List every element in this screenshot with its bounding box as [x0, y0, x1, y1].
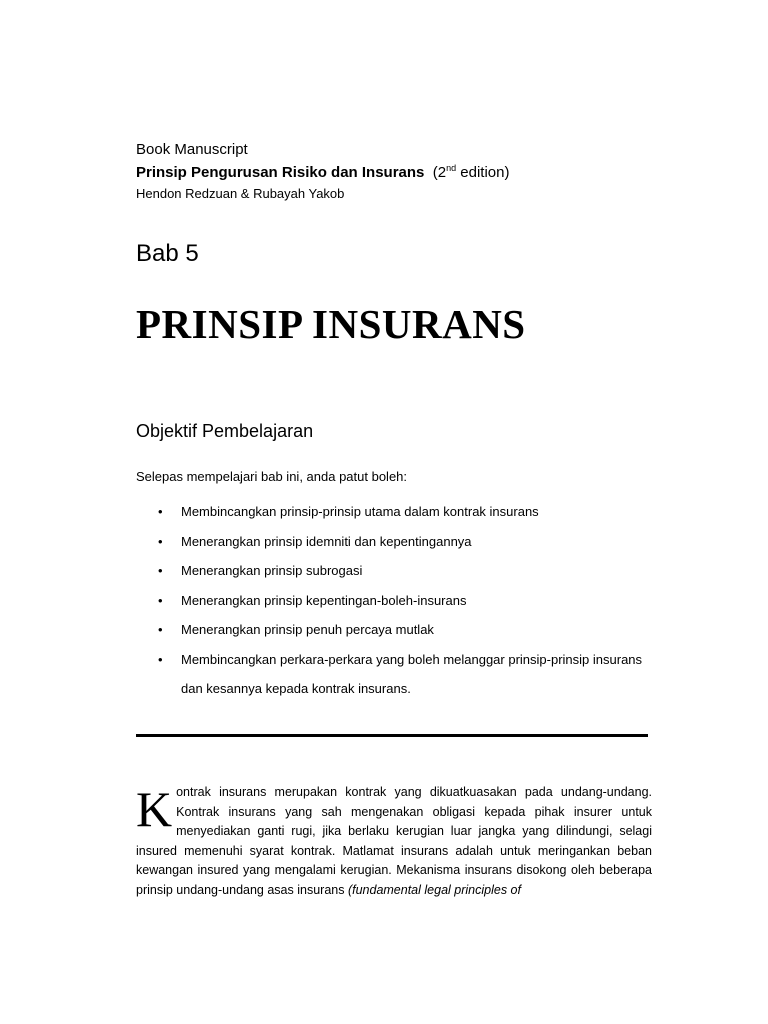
- list-item-text: Menerangkan prinsip kepentingan-boleh-insurans: [181, 592, 467, 608]
- list-item: [136, 527, 652, 557]
- objectives-heading: Objektif Pembelajaran: [136, 421, 314, 441]
- edition-close: edition): [456, 164, 510, 181]
- list-item-text: Menerangkan prinsip subrogasi: [181, 563, 363, 578]
- edition-open: (2: [432, 164, 447, 181]
- list-item: [136, 586, 652, 616]
- manuscript-label: Book Manuscript: [136, 141, 248, 158]
- bullet: •: [158, 651, 163, 667]
- bullet: •: [158, 533, 163, 549]
- chapter-title: PRINSIP INSURANS: [136, 301, 526, 347]
- book-title: Prinsip Pengurusan Risiko dan Insurans: [136, 164, 425, 181]
- bullet: •: [158, 563, 163, 578]
- list-item-text: Menerangkan prinsip penuh percaya mutlak: [181, 622, 434, 637]
- edition-superscript: nd: [446, 163, 457, 173]
- body-text: ontrak insurans merupakan kontrak yang dikuatkuasakan pada undang-undang. Kontrak insurans yang sah mengenakan obligasi kepada pihak insurer untuk menyediakan ganti rugi, jika berlaku kerugian luar jangka yang dilindungi, selagi insured memenuhi syarat kontrak. Matlamat insurans adalah untuk meringankan beban kewangan insured yang mengalami kerugian. Mekanisma insurans disokong oleh beberapa prinsip undang-undang asas insurans: [136, 785, 652, 897]
- list-item: [136, 556, 652, 586]
- bullet: •: [158, 504, 163, 519]
- body-italic-text: (fundamental legal principles of: [347, 882, 521, 897]
- bullet: •: [158, 592, 163, 608]
- list-item: [136, 645, 652, 704]
- authors: Hendon Redzuan & Rubayah Yakob: [136, 186, 345, 201]
- list-item: [136, 497, 652, 527]
- chapter-number: Bab 5: [136, 240, 199, 267]
- bullet: •: [158, 622, 163, 637]
- section-divider: [136, 734, 648, 737]
- list-item-text: Membincangkan prinsip-prinsip utama dalam kontrak insurans: [181, 504, 539, 519]
- list-item: [136, 615, 652, 645]
- objectives-list: [136, 497, 652, 704]
- drop-cap: K: [136, 781, 173, 837]
- book-title-line: [136, 163, 509, 181]
- list-item-text: Membincangkan perkara-perkara yang boleh melanggar prinsip-prinsip insurans dan kesannya kepada kontrak insurans.: [181, 651, 643, 696]
- list-item-text: Menerangkan prinsip idemniti dan kepentingannya: [181, 533, 472, 549]
- body-paragraph: [136, 783, 652, 900]
- objectives-intro: Selepas mempelajari bab ini, anda patut boleh:: [136, 469, 408, 484]
